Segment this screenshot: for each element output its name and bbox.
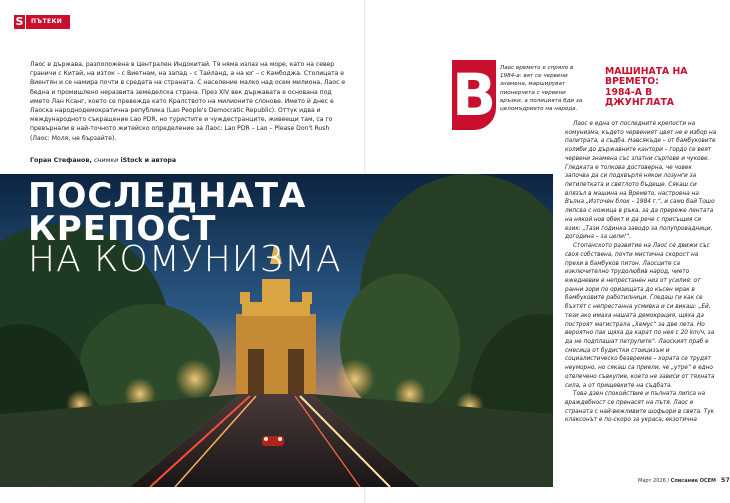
- sidebar-heading-line-2: ВРЕМЕТО:: [605, 76, 659, 88]
- lead-paragraph: Лаос е държава, разположена в Централен Индокитай. Тя няма излаз на море, като на север граничи с Китай, на изток – с Виетнам, на запад – с Тайланд, а на юг – с Камбоджа. Столицата е Виентян и се намира почти в средата на страната. С население малко над осем милиона, Лаос е бедна и промишлено неразвита земеделска страна. През XIV век държавата е основана под името Лан Ксанг, което се превежда като Кралството на милионите слонове. Името й днес е Лаоска народнодемократична република (Lao People's Democratic Republic). Оттук идва и международното съкращение Lao PDR, но туристите и чуждестранците, живеещи там, са го превърнали в най-точното житейско определение за Лаос: Lao PDR – Lao – Please Don't Rush (Лаос: Моля, не бързайте).: [30, 61, 346, 142]
- sidebar-heading-line-3: 1984-А В ДЖУНГЛАТА: [605, 86, 674, 109]
- byline-credit-label: снимки: [93, 157, 119, 164]
- page-number-right: 57: [720, 476, 730, 484]
- folio-magazine-right: Списание ОСЕМ: [670, 478, 717, 484]
- folio-left: 56 Списание ОСЕМ / Март 2026: [14, 476, 106, 484]
- sidebar-heading-line-1: МАШИНАТА НА: [605, 66, 688, 77]
- section-tag: [14, 15, 70, 29]
- body-paragraph: Лаос е една от последните крепости на комунизма, където червеният цвят не е избор на палитрата, а съдба. Навсякъде – от бамбуковите колиби до държавните кантори – гордо се веят червени знамена със златни сърпове и чукове. Гледката е толкова достоверна, че човек започва да си подхвърля някои лозунги за петилетката и светлото бъдеще. Сякаш си влязъл в машина на Времето, настроена на Вълна „Източен блок – 1984 г.“, и само бай Тошо липсва с ножица в ръка, за да пререже лентата на някой нов обект и да рече с присъщия си език: „Тази годинка заводо за полупровадници, догодина – за цели!“.: [565, 121, 717, 241]
- byline-credit: iStock и автора: [120, 157, 177, 164]
- body-paragraph: Това дзен спокойствие и пълната липса на враждебност се пренасят на пътя. Лаос е страната с най-вежливите шофьори в света. Тук клаксонът е по-скоро за украса, екзотична: [565, 391, 715, 424]
- magazine-logo-icon: S: [15, 15, 24, 28]
- intro-text: Лаос времето е спряло в 1984-а: вят се червени знамена, маршируват пионерчета с червени връзки, а полицията бди за целомъдрието на народа.: [500, 65, 583, 113]
- drop-cap: В: [452, 61, 497, 129]
- title-line-2: КРЕПОСТ: [28, 209, 217, 249]
- folio-right: Март 2026 / Списание ОСЕМ 57: [638, 476, 730, 484]
- title-line-1: ПОСЛЕДНАТА: [28, 176, 307, 216]
- byline-author: Горан Стефанов,: [30, 157, 92, 164]
- body-paragraph: Стопанското развитие на Лаос се движи със своя собствена, почти мистична скорост на прехи в бамбуков питон. Лаосците са изключително трудолюбив народ, чието ежедневие е непрестанен низ от усилия: от ранни зори по оризищата до късен мрак в бамбуковите работилници. Гледаш ги как се бъхтят с непрестанна усмивка и си викаш: „Ей, тези ако имаха нашата демокрация, щяха да построят магистрала „Хемус“ за две лета. Но вероятно пак щяха да карат по нея с 20 km/ч, за да не подплашат петрупите“. Лаоският праб е смесица от будистки стоицизъм и социалистическо безвремие – хората се трудят неуморно, но сякаш са приели, че „утре“ е едно отвлечено съвкупие, което не зависи от тяхната сила, а от прищевките на съдбата.: [565, 243, 715, 389]
- folio-issue-left: Март 2026: [78, 478, 106, 484]
- title-line-3: НА КОМУНИЗМА: [28, 239, 342, 280]
- page-number-left: 56: [14, 476, 24, 484]
- byline: [30, 157, 176, 164]
- folio-issue-right: Март 2026: [638, 478, 666, 484]
- section-label: ПЪТЕКИ: [26, 15, 70, 29]
- folio-magazine-left: Списание ОСЕМ: [27, 478, 74, 484]
- sidebar-heading: [605, 67, 717, 109]
- sidebar-body: [565, 120, 717, 425]
